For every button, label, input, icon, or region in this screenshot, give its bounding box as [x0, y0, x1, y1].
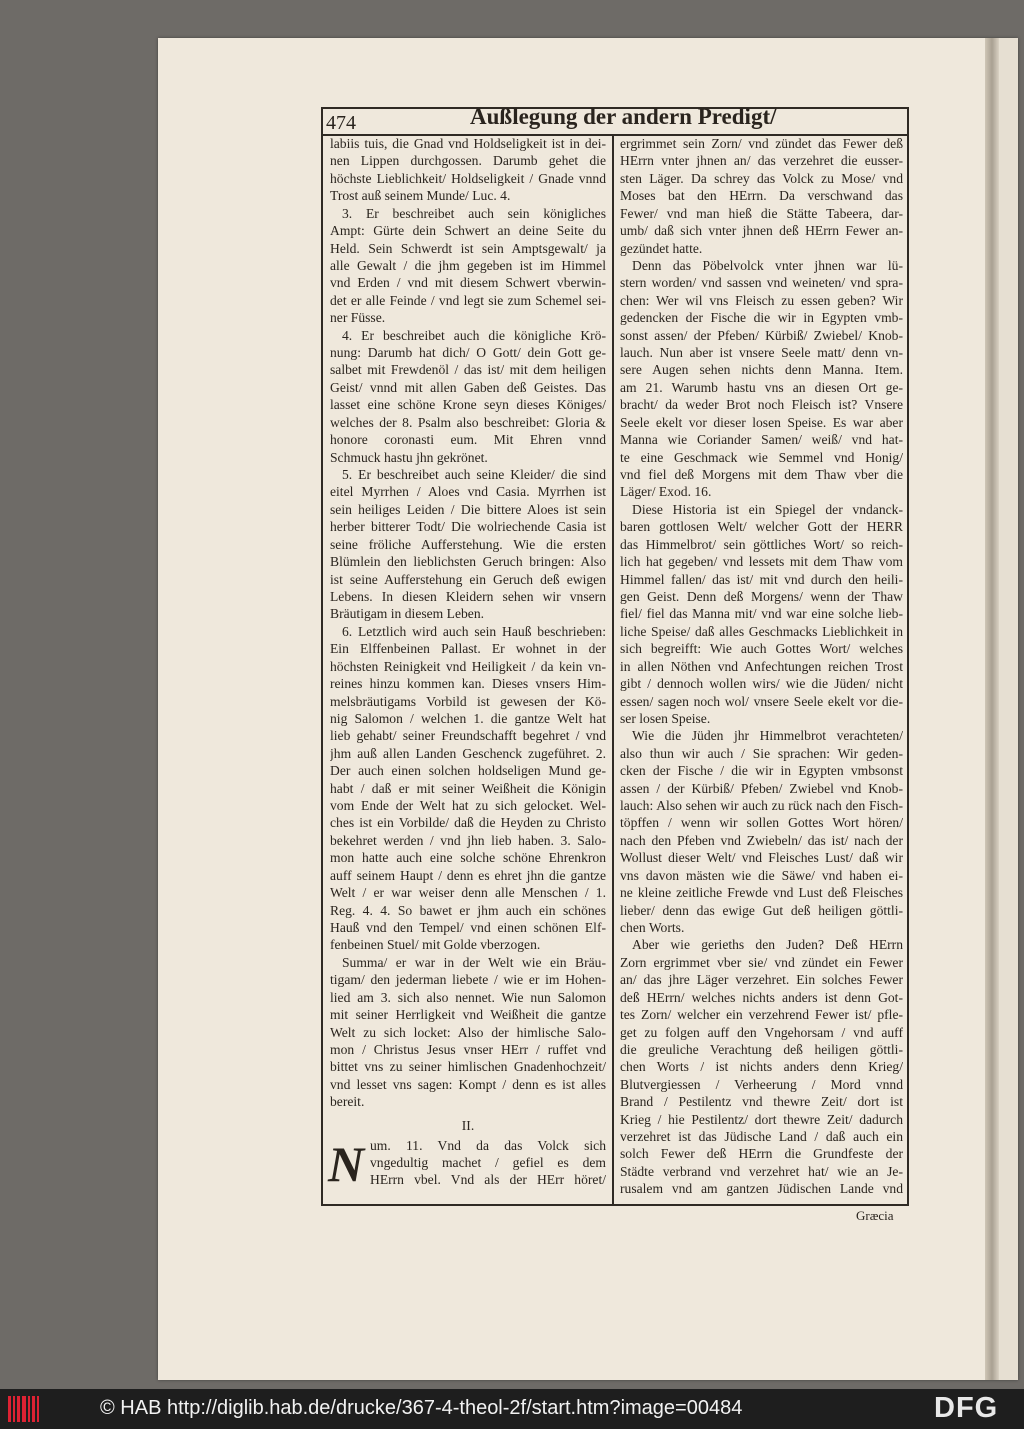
- text-line: chen: Wer wil vns Fleisch zu essen geben? Wir: [620, 292, 903, 308]
- text-line: Manna wie Coriander Samen/ weiß/ vnd hat-: [620, 432, 903, 448]
- text-line: lasset eine schöne Krone seyn dieses Königes/: [330, 397, 606, 413]
- text-line: sonst assen/ der Pfeben/ Kürbiß/ Zwiebel/ Knob-: [620, 327, 903, 343]
- text-line: bereit.: [330, 1094, 365, 1110]
- text-line: ches ist ein Vorbilde/ daß die Heyden zu Christo: [330, 815, 606, 831]
- text-line: Held. Sein Schwerdt ist sein Amptsgewalt/ ja: [330, 240, 606, 256]
- text-line: höchsten Reinigkeit vnd Heiligkeit / da kein vn-: [330, 658, 606, 674]
- text-line: HErrn vnter jhnen an/ das verzehret die eusser-: [620, 153, 903, 169]
- text-line: nung: Darumb hat dich/ O Gott/ dein Gott ge-: [330, 345, 606, 361]
- text-line: sere Augen sehen nichts denn Manna. Item.: [620, 362, 903, 378]
- text-line: um. 11. Vnd da das Volck sich: [370, 1137, 606, 1153]
- text-line: Brand / Pestilentz vnd thewre Zeit/ dort ist: [620, 1094, 903, 1110]
- text-line: nig Salomon / welchen 1. die gantze Welt hat: [330, 710, 606, 726]
- text-line: lauch. Nun aber ist vnsere Seele matt/ denn vn-: [620, 345, 903, 361]
- text-line: Bräutigam in diesem Leben.: [330, 606, 485, 622]
- text-line: Schmuck hastu jhn gekrönet.: [330, 449, 488, 465]
- text-line: vns davon mästen wie die Säwe/ vnd haben ei-: [620, 867, 903, 883]
- text-line: stern worden/ vnd sassen vnd weineten/ vnd spra-: [620, 275, 903, 291]
- bottom-rule: [322, 1204, 908, 1206]
- text-line: die greuliche Verachtung deß heiligen göttli-: [620, 1041, 903, 1057]
- text-line: ner Füsse.: [330, 310, 386, 326]
- text-line: Der auch einen solchen holdseligen Mund ge-: [330, 763, 606, 779]
- text-line: Trost auß seinem Munde/ Luc. 4.: [330, 188, 511, 204]
- text-line: habt / daß er mit seiner Weißheit die Königin: [330, 780, 606, 796]
- text-line: Lebens. In diesen Kleidern sehen wir vnsern: [330, 588, 606, 604]
- text-line: reines hinzu kommen kan. Dieses vnsers Him-: [330, 676, 606, 692]
- text-line: fiel/ fiel das Manna mit/ vnd war eine solche lieb-: [620, 606, 903, 622]
- text-line: ergrimmet sein Zorn/ vnd zündet das Fewer deß: [620, 136, 903, 151]
- text-line: am 21. Warumb hastu vns an diesen Ort ge-: [620, 379, 903, 395]
- section-heading: II.: [461, 1117, 475, 1133]
- text-line: mon / Christus Jesus vnser HErr / ruffet vnd: [330, 1041, 606, 1057]
- text-line: Diese Historia ist ein Spiegel der vndanck-: [632, 501, 903, 517]
- text-line: baren gottlosen Welt/ welcher Gott der HERR: [620, 519, 903, 535]
- text-line: essen/ sagen noch wol/ vnsere Seele ekelt vor die-: [620, 693, 903, 709]
- text-line: honore coronasti eum. Mit Ehren vnnd: [330, 432, 606, 448]
- text-line: vnd Erden / vnd mit diesem Schwert vberwin-: [330, 275, 606, 291]
- text-line: seine fröliche Aufferstehung. Wie die ersten: [330, 536, 606, 552]
- hab-logo-icon: [8, 1396, 46, 1422]
- text-line: 6. Letztlich wird auch sein Hauß beschrieben:: [342, 623, 606, 639]
- text-line: Himmel fallen/ das ist/ mit vnd durch den heili-: [620, 571, 903, 587]
- text-line: Krieg / hie Pestilentz/ dort thewre Zeit/ dadurch: [620, 1111, 903, 1127]
- text-line: auff seinem Haupt / denn es ehret jhn die gantze: [330, 867, 606, 883]
- text-line: gen Geist. Denn deß Morgens/ wenn der Thaw: [620, 588, 903, 604]
- text-line: sich begreifft: Wie auch Gottes Wort/ welches: [620, 641, 903, 657]
- text-line: 5. Er beschreibet auch seine Kleider/ die sind: [342, 467, 606, 483]
- text-line: Blutvergiessen / Verheerung / Mord vnnd: [620, 1076, 903, 1092]
- section-opening: [328, 1135, 606, 1192]
- text-line: HErrn vbel. Vnd als der HErr höret/: [370, 1172, 606, 1188]
- text-line: an/ das jhre Läger verzehret. Ein solches Fewer: [620, 972, 903, 988]
- text-line: te eine Geschmack wie Semmel vnd Honig/: [620, 449, 903, 465]
- text-line: vngedultig machet / gefiel es dem: [370, 1155, 606, 1171]
- text-line: verzehret ist das Jüdische Land / daß auch ein: [620, 1129, 903, 1145]
- text-line: det er alle Feinde / vnd legt sie zum Schemel sei-: [330, 292, 606, 308]
- text-line: lieber/ denn das ewige Gut deß heiligen göttli-: [620, 902, 903, 918]
- left-border: [321, 107, 323, 1206]
- text-line: in allen Nöthen vnd Anfechtungen reichen Trost: [620, 658, 903, 674]
- text-line: jhm auß allen Landen Geschenck zugeführet. 2.: [330, 745, 606, 761]
- text-line: gezündet hatte.: [620, 240, 703, 256]
- text-line: Wie die Jüden jhr Himmelbrot verachteten/: [632, 728, 903, 744]
- text-line: Zorn ergrimmet vber sie/ vnd zündet ein Fewer: [620, 954, 903, 970]
- text-line: lich hat gegeben/ vnd lessets mit dem Thaw vom: [620, 554, 903, 570]
- text-line: Läger/ Exod. 16.: [620, 484, 712, 500]
- text-line: welches der 8. Psalm also beschreibet: Gloria &: [330, 414, 606, 430]
- text-line: liche Speise/ daß alles Geschmacks Lieblichkeit in: [620, 623, 903, 639]
- viewer-footer: [0, 1389, 1024, 1429]
- page-number: 474: [326, 112, 356, 134]
- text-line: vnd lesset vns sagen: Kompt / denn es ist alles: [330, 1076, 606, 1092]
- text-line: töpffen / wenn wir sollen Gottes Wort hören/: [620, 815, 903, 831]
- text-line: 4. Er beschreibet auch die königliche Krö-: [342, 327, 606, 343]
- text-line: Moses bat den HErrn. Da verschwand das: [620, 188, 903, 204]
- text-line: eitel Myrrhen / Aloes vnd Casia. Myrrhen ist: [330, 484, 606, 500]
- catchword: Græcia: [856, 1208, 894, 1223]
- text-line: fenbeinen Stuel/ mit Golde vberzogen.: [330, 937, 541, 953]
- text-line: Reg. 4. 4. So bawet er jhm auch ein schönes: [330, 902, 606, 918]
- text-line: cken der Fische / die wir in Egypten vmbsonst: [620, 763, 903, 779]
- text-line: Blümlein den lieblichsten Geruch bringen: Also: [330, 554, 606, 570]
- text-line: das Himmelbrot/ sein göttliches Wort/ so reich-: [620, 536, 903, 552]
- drop-cap: N: [328, 1135, 365, 1192]
- text-line: mit seiner Herrligkeit vnd Weißheit die gantze: [330, 1007, 606, 1023]
- text-line: melsbräutigams Vorbild ist gewesen der Kö-: [330, 693, 606, 709]
- text-line: Summa/ er war in der Welt wie ein Bräu-: [342, 954, 606, 970]
- text-line: chen Worts / ist nichts anders denn Krieg/: [620, 1059, 903, 1075]
- text-line: höchste Lieblichkeit/ Holdseligkeit / Gnade vnnd: [330, 170, 606, 186]
- running-title: Außlegung der andern Predigt/: [470, 104, 777, 129]
- text-line: Hauß vnd den Tempel/ vnd einen schönen Elf-: [330, 919, 606, 935]
- text-line: tes Zorn/ welcher ein verzehrend Fewer ist/ pfle-: [620, 1007, 903, 1023]
- page-gutter: [985, 38, 999, 1380]
- text-line: nach den Pfeben vnd Zwiebeln/ das ist/ nach der: [620, 832, 903, 848]
- text-line: ist seine Aufferstehung ein Geruch deß ewigen: [330, 571, 606, 587]
- text-line: tigam/ den jederman liebete / wie er im Hohen-: [330, 972, 606, 988]
- text-line: gibt / dennoch wollen wirs/ wie die Jüden/ nicht: [620, 676, 903, 692]
- text-line: Ein Elffenbeinen Pallast. Er wohnet in der: [330, 641, 606, 657]
- text-line: get zu folgen auff den Vngehorsam / vnd auff: [620, 1024, 903, 1040]
- text-line: salbet mit Frewdenöl / das ist/ mit dem heiligen: [330, 362, 606, 378]
- text-line: labiis tuis, die Gnad vnd Holdseligkeit ist in dei-: [330, 136, 606, 151]
- text-line: sten Läger. Da schrey das Volck zu Mose/ vnd: [620, 170, 903, 186]
- text-line: rusalem vnd am gantzen Jüdischen Lande vnd: [620, 1181, 903, 1197]
- text-line: bittet vns zu seiner himlischen Gnadenhochzeit/: [330, 1059, 606, 1075]
- text-line: Geist/ vnnd mit allen Gaben deß Geistes. Das: [330, 379, 606, 395]
- text-line: ser losen Speise.: [620, 710, 711, 726]
- right-border: [907, 107, 909, 1206]
- text-line: Aber wie gerieths den Juden? Deß HErrn: [632, 937, 903, 953]
- text-line: solch Fewer deß HErrn die Grundfeste der: [620, 1146, 903, 1162]
- text-line: lieb gehabt/ seiner Freundschafft begehret / vnd: [330, 728, 606, 744]
- facing-page-edge: [999, 38, 1018, 1380]
- text-line: deß HErrn/ welches nichts anders ist denn Got-: [620, 989, 903, 1005]
- dfg-logo: DFG: [934, 1392, 999, 1424]
- text-line: Wollust dieser Welt/ vnd Fleisches Lust/ daß wir: [620, 850, 903, 866]
- text-line: assen / der Kürbiß/ Pfeben/ Zwiebel vnd Knob-: [620, 780, 903, 796]
- text-line: Seele ekelt vor dieser losen Speise. Es war aber: [620, 414, 903, 430]
- text-line: vom Ende der Welt hat zu sich gelocket. Wel-: [330, 798, 606, 814]
- text-line: vnd fiel deß Morgens mit dem Thaw vber die: [620, 467, 903, 483]
- text-line: mon hatte auch eine solche schöne Ehrenkron: [330, 850, 606, 866]
- copyright-url[interactable]: © HAB http://diglib.hab.de/drucke/367-4-theol-2f/start.htm?image=00484: [100, 1397, 743, 1419]
- text-line: Städte verbrand vnd verzehret hat/ wie an Je-: [620, 1163, 903, 1179]
- text-line: Welt zu sich locket: Also der himlische Salo-: [330, 1024, 606, 1040]
- text-line: herber bitterer Todt/ Die wolriechende Casia ist: [330, 519, 606, 535]
- text-line: lied am 3. sich also nennet. Wie nun Salomon: [330, 989, 606, 1005]
- text-line: bracht/ da weder Brot noch Fleisch ist? Vnsere: [620, 397, 903, 413]
- text-line: also thun wir auch / Sie sprachen: Wir geden-: [620, 745, 903, 761]
- text-line: umb/ daß sich vnter jhnen deß HErrn Fewer an-: [620, 223, 903, 239]
- text-line: gedencken der Fische die wir in Egypten vmb-: [620, 310, 903, 326]
- text-line: Welt / er war weiser denn alle Menschen / 1.: [330, 885, 606, 901]
- column-divider: [612, 134, 614, 1206]
- left-column: [328, 135, 606, 1192]
- text-line: Denn das Pöbelvolck vnter jhnen war lü-: [632, 257, 903, 273]
- text-line: sein heiliges Leiden / Die bittere Aloes ist sein: [330, 501, 606, 517]
- text-line: 3. Er beschreibet auch sein königliches: [342, 205, 606, 221]
- text-line: Ampt: Gürte dein Schwert an deine Seite du: [330, 223, 606, 239]
- text-line: alle Gewalt / die jhm gegeben ist im Himmel: [330, 257, 606, 273]
- text-line: lauch: Also sehen wir auch zu rück nach den Fisch-: [620, 798, 903, 814]
- text-line: nen Lippen durchgossen. Darumb gehet die: [330, 153, 606, 169]
- right-column: [620, 135, 903, 1198]
- text-line: ne kleine zeitliche Frewde vnd Lust deß Fleisches: [620, 885, 903, 901]
- text-line: bekehret werden / vnd jhn lieb haben. 3. Salo-: [330, 832, 606, 848]
- text-line: Fewer/ vnd man hieß die Stätte Tabeera, dar-: [620, 205, 903, 221]
- text-line: chen Worts.: [620, 919, 685, 935]
